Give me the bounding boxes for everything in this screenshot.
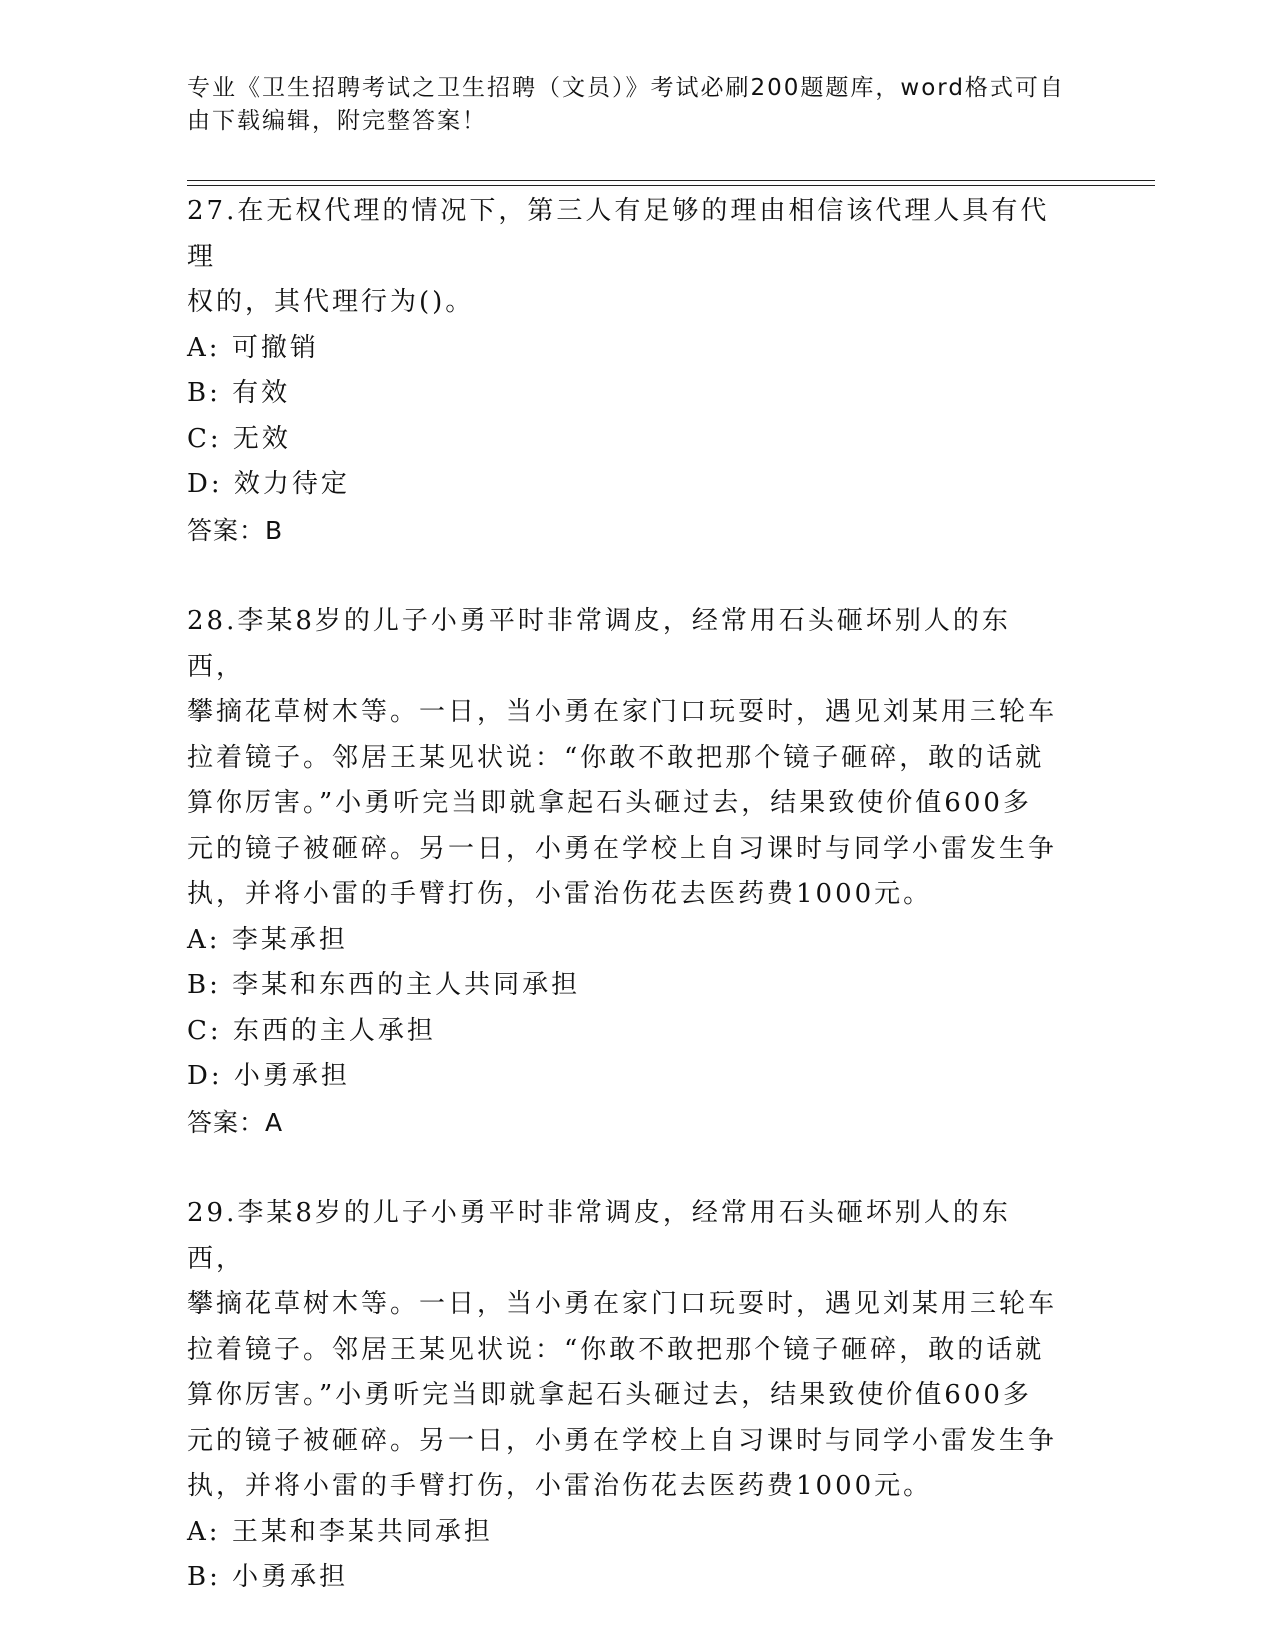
- answer-option: [187, 326, 1067, 372]
- question-stem-line: 28.李某8岁的儿子小勇平时非常调皮，经常用石头砸坏别人的东西，: [187, 606, 1011, 682]
- question-block: [187, 599, 1067, 1145]
- option-key: C:: [187, 1015, 222, 1046]
- question-stem-line: 算你厉害。”小勇听完当即就拿起石头砸过去，结果致使价值600多: [187, 788, 1032, 818]
- option-text: 东西的主人承担: [232, 1015, 436, 1046]
- option-text: 李某承担: [231, 924, 348, 955]
- intro-line-2: 由下载编辑，附完整答案！: [187, 108, 487, 134]
- option-key: C:: [187, 423, 222, 454]
- answer-option: [187, 918, 1067, 964]
- question-stem-line: 执，并将小雷的手臂打伤，小雷治伤花去医药费1000元。: [187, 1471, 933, 1501]
- answer-option: [187, 1555, 1067, 1601]
- answer-option: [187, 963, 1067, 1009]
- option-text: 无效: [232, 423, 291, 454]
- question-stem-line: 攀摘花草树木等。一日，当小勇在家门口玩耍时，遇见刘某用三轮车: [187, 697, 1058, 727]
- option-text: 李某和东西的主人共同承担: [232, 970, 581, 1000]
- option-text: 小勇承担: [233, 1061, 350, 1091]
- answer-line: 答案：A: [187, 1107, 284, 1137]
- question-block: [187, 189, 1067, 553]
- option-key: A:: [187, 924, 221, 955]
- question-stem-line: 元的镜子被砸碎。另一日，小勇在学校上自习课时与同学小雷发生争: [187, 833, 1058, 864]
- question-stem-line: 权的，其代理行为()。: [187, 287, 475, 317]
- option-text: 效力待定: [233, 469, 350, 499]
- answer-line: 答案：B: [187, 515, 284, 545]
- answer-option: [187, 1510, 1067, 1556]
- answer-option: [187, 1054, 1067, 1100]
- question-stem-line: 攀摘花草树木等。一日，当小勇在家门口玩耍时，遇见刘某用三轮车: [187, 1289, 1058, 1319]
- option-text: 可撤销: [231, 332, 319, 363]
- question-stem-line: 执，并将小雷的手臂打伤，小雷治伤花去医药费1000元。: [187, 879, 933, 909]
- option-key: B:: [187, 970, 221, 1000]
- question-stem-line: 29.李某8岁的儿子小勇平时非常调皮，经常用石头砸坏别人的东西，: [187, 1198, 1011, 1274]
- option-key: A:: [187, 332, 221, 363]
- question-stem-line: 算你厉害。”小勇听完当即就拿起石头砸过去，结果致使价值600多: [187, 1380, 1032, 1410]
- question-list: [187, 189, 1067, 1647]
- question-block: [187, 1191, 1067, 1601]
- option-key: B:: [187, 378, 221, 408]
- option-key: A:: [187, 1516, 221, 1547]
- answer-option: [187, 417, 1067, 463]
- answer-option: [187, 1009, 1067, 1055]
- page-header: [187, 72, 1067, 138]
- question-stem-line: 27.在无权代理的情况下，第三人有足够的理由相信该代理人具有代理: [187, 196, 1050, 272]
- option-key: D:: [187, 1061, 223, 1091]
- header-divider-top: [187, 180, 1155, 181]
- answer-option: [187, 371, 1067, 417]
- option-key: D:: [187, 469, 223, 499]
- option-text: 小勇承担: [232, 1562, 349, 1592]
- question-stem-line: 拉着镜子。邻居王某见状说：“你敢不敢把那个镜子砸碎，敢的话就: [187, 742, 1045, 773]
- option-key: B:: [187, 1562, 221, 1592]
- option-text: 有效: [232, 378, 291, 408]
- header-divider-bottom: [187, 185, 1155, 186]
- intro-line-1: 专业《卫生招聘考试之卫生招聘（文员）》考试必刷200题题库，word格式可自: [187, 75, 1065, 101]
- answer-option: [187, 462, 1067, 508]
- question-stem-line: 拉着镜子。邻居王某见状说：“你敢不敢把那个镜子砸碎，敢的话就: [187, 1334, 1045, 1365]
- question-stem-line: 元的镜子被砸碎。另一日，小勇在学校上自习课时与同学小雷发生争: [187, 1425, 1058, 1456]
- option-text: 王某和李某共同承担: [231, 1516, 493, 1547]
